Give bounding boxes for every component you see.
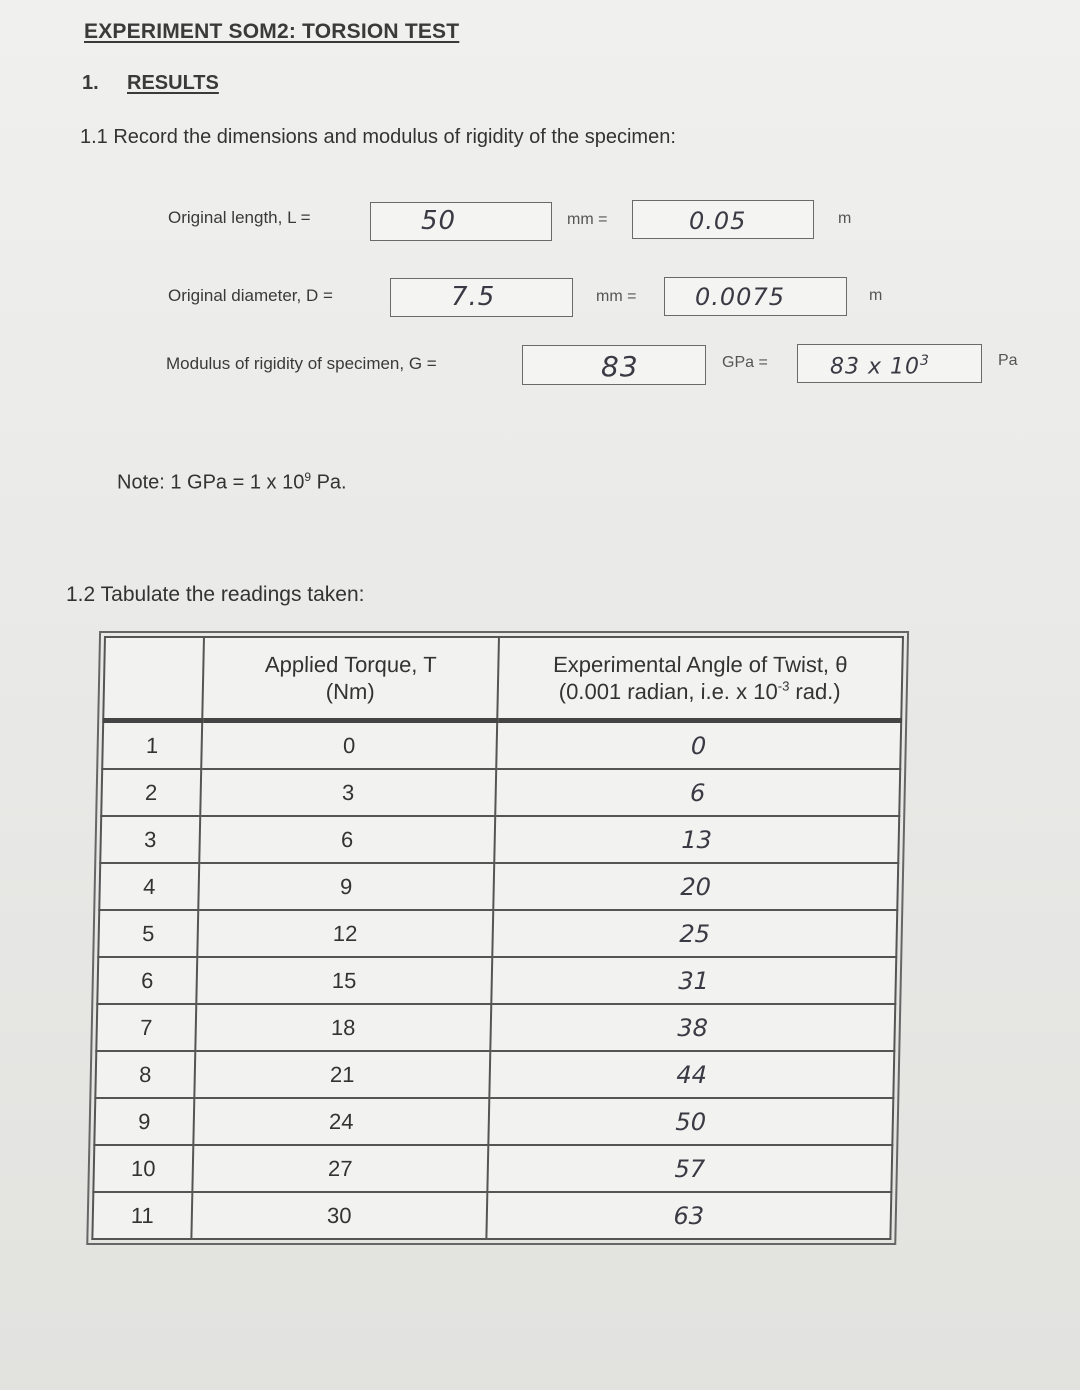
table-row <box>96 1004 895 1051</box>
row-torque-cell: 3 <box>200 769 496 816</box>
header-angle <box>497 637 903 721</box>
modulus-pa-exponent: 3 <box>920 353 930 369</box>
row-torque-cell: 18 <box>195 1004 491 1051</box>
table-heading: 1.2 Tabulate the readings taken: <box>66 583 365 606</box>
table-row <box>98 910 897 957</box>
row-index-cell: 3 <box>100 816 200 863</box>
table-row <box>100 816 899 863</box>
row-angle-cell[interactable]: 44 <box>489 1051 894 1098</box>
row-angle-cell[interactable]: 50 <box>488 1098 893 1145</box>
row-index-cell: 7 <box>96 1004 196 1051</box>
document-title: EXPERIMENT SOM2: TORSION TEST <box>84 20 460 43</box>
row-index-cell: 2 <box>101 769 201 816</box>
length-mm-value: 50 <box>421 206 457 236</box>
row-angle-cell[interactable]: 6 <box>495 769 900 816</box>
length-m-unit: m <box>838 210 852 227</box>
dimensions-heading: 1.1 Record the dimensions and modulus of rigidity of the specimen: <box>80 126 676 148</box>
length-m-value: 0.05 <box>689 207 747 235</box>
header-torque-line2: (Nm) <box>325 679 375 704</box>
table-row <box>95 1051 894 1098</box>
row-index-cell: 8 <box>95 1051 195 1098</box>
header-angle-line2 <box>498 678 901 706</box>
table-row <box>97 957 896 1004</box>
diameter-label: Original diameter, D = <box>168 286 333 305</box>
diameter-m-unit: m <box>869 287 883 304</box>
section-title: RESULTS <box>127 72 219 94</box>
row-torque-cell: 6 <box>199 816 495 863</box>
row-angle-cell[interactable]: 25 <box>492 910 897 957</box>
row-index-cell: 10 <box>93 1145 193 1192</box>
header-angle-line2-exp: -3 <box>777 678 790 694</box>
modulus-pa-unit: Pa <box>998 352 1018 369</box>
table-row <box>99 863 898 910</box>
length-mm-unit: mm = <box>567 211 608 228</box>
diameter-m-value: 0.0075 <box>695 283 785 311</box>
conversion-note <box>117 470 347 495</box>
row-index-cell: 4 <box>99 863 199 910</box>
modulus-pa-value <box>830 353 930 379</box>
header-torque <box>202 637 499 721</box>
readings-table <box>91 636 904 1240</box>
row-index-cell: 6 <box>97 957 197 1004</box>
header-angle-line1: Experimental Angle of Twist, θ <box>552 651 848 677</box>
readings-table-wrapper <box>91 636 904 1240</box>
row-angle-cell[interactable]: 63 <box>486 1192 891 1239</box>
header-index <box>103 637 204 721</box>
row-index-cell: 9 <box>94 1098 194 1145</box>
row-index-cell: 5 <box>98 910 198 957</box>
row-torque-cell: 27 <box>192 1145 488 1192</box>
row-angle-cell[interactable]: 13 <box>494 816 899 863</box>
row-angle-cell[interactable]: 0 <box>496 721 901 770</box>
row-index-cell: 11 <box>92 1192 192 1239</box>
header-torque-line1: Applied Torque, T <box>264 651 437 677</box>
row-torque-cell: 30 <box>191 1192 487 1239</box>
length-m-field[interactable] <box>632 200 814 239</box>
modulus-pa-field[interactable] <box>797 344 982 383</box>
diameter-m-field[interactable] <box>664 277 847 316</box>
table-row <box>102 721 901 770</box>
note-suffix: Pa. <box>311 471 347 494</box>
table-header-row <box>103 637 903 721</box>
header-angle-line2-prefix: (0.001 radian, i.e. x 10 <box>558 679 779 704</box>
row-torque-cell: 21 <box>194 1051 490 1098</box>
row-torque-cell: 15 <box>196 957 492 1004</box>
table-row <box>101 769 900 816</box>
row-torque-cell: 24 <box>193 1098 489 1145</box>
diameter-mm-value: 7.5 <box>451 282 496 312</box>
length-mm-field[interactable] <box>370 202 552 241</box>
row-angle-cell[interactable]: 38 <box>490 1004 895 1051</box>
header-angle-line2-suffix: rad.) <box>789 679 841 704</box>
section-number: 1. <box>82 72 99 94</box>
row-angle-cell[interactable]: 57 <box>487 1145 892 1192</box>
row-angle-cell[interactable]: 31 <box>491 957 896 1004</box>
modulus-label: Modulus of rigidity of specimen, G = <box>166 354 437 373</box>
modulus-gpa-field[interactable] <box>522 345 706 385</box>
diameter-mm-field[interactable] <box>390 278 573 317</box>
table-row <box>92 1192 891 1239</box>
note-exponent: 9 <box>304 470 312 484</box>
row-angle-cell[interactable]: 20 <box>493 863 898 910</box>
row-torque-cell: 9 <box>198 863 494 910</box>
modulus-pa-mantissa: 83 x 10 <box>830 354 920 380</box>
note-prefix: Note: 1 GPa = 1 x 10 <box>117 471 305 494</box>
modulus-gpa-unit: GPa = <box>722 354 768 371</box>
table-row <box>93 1145 892 1192</box>
modulus-gpa-value: 83 <box>601 350 639 383</box>
row-torque-cell: 0 <box>201 721 497 770</box>
length-label: Original length, L = <box>168 208 311 227</box>
table-row <box>94 1098 893 1145</box>
row-index-cell: 1 <box>102 721 202 770</box>
diameter-mm-unit: mm = <box>596 288 637 305</box>
row-torque-cell: 12 <box>197 910 493 957</box>
